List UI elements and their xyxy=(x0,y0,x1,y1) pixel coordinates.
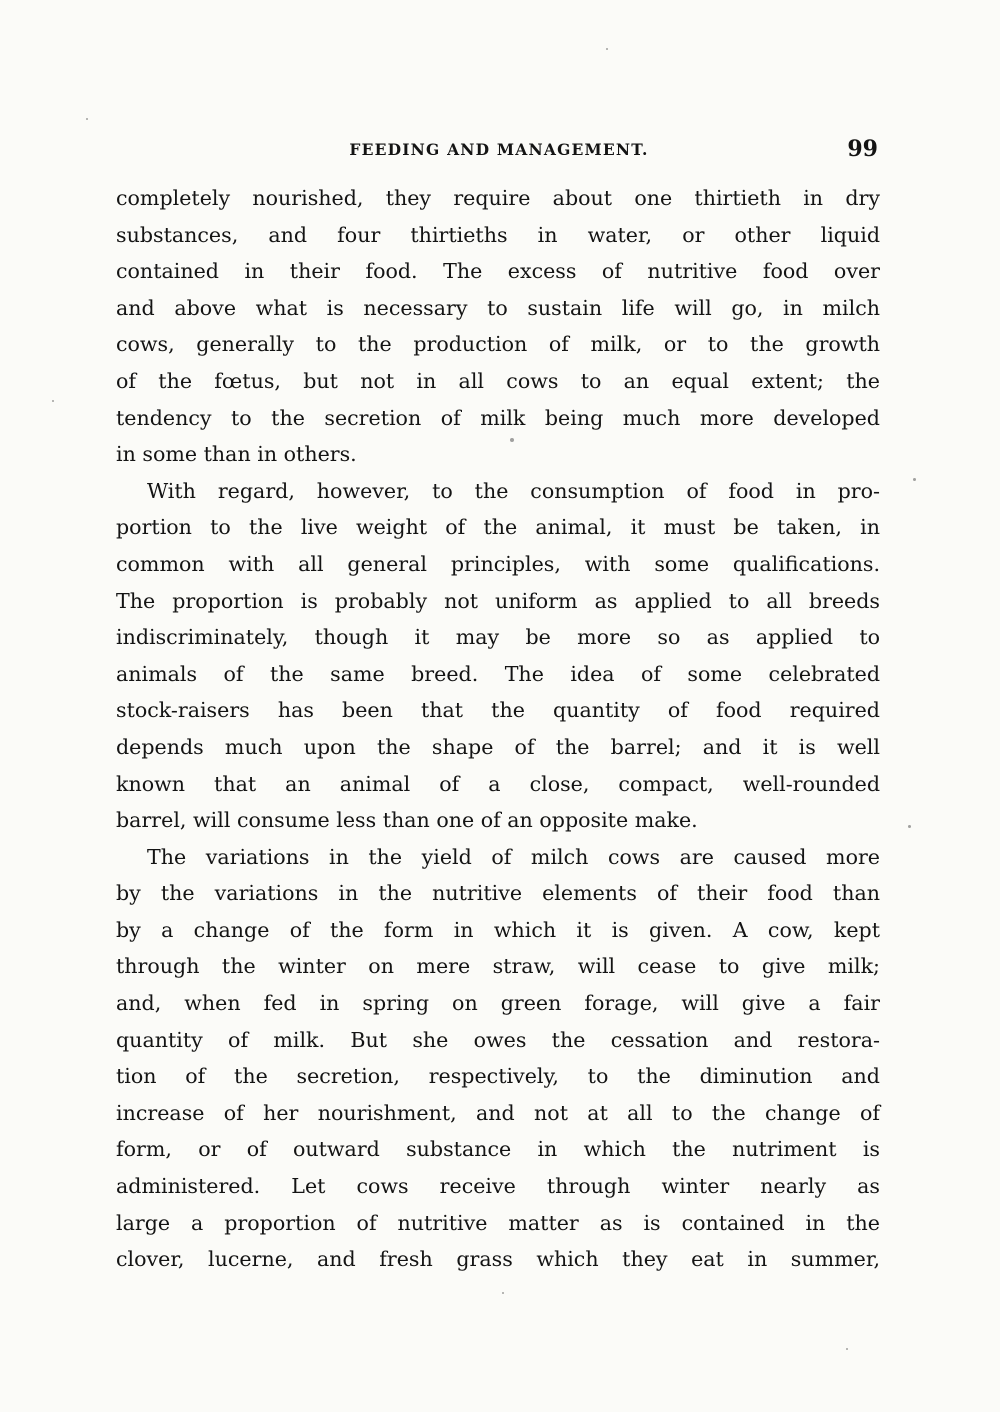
text-line: completely nourished, they require about one thirtieth in dry xyxy=(116,186,880,210)
scan-speck xyxy=(510,438,514,442)
scan-speck xyxy=(606,48,608,50)
text-line: tion of the secretion, respectively, to the diminution and xyxy=(116,1064,880,1089)
text-line: form, or of outward substance in which the nutriment is xyxy=(116,1137,880,1162)
scan-speck xyxy=(52,400,54,402)
text-line: and, when fed in spring on green forage, will give a fair xyxy=(116,991,880,1016)
paragraph-2 xyxy=(116,473,880,839)
text-line: quantity of milk. But she owes the cessation and restora- xyxy=(116,1027,880,1052)
text-line: The proportion is probably not uniform as applied to all breeds xyxy=(116,588,880,613)
text-line: barrel, will consume less than one of an opposite make. xyxy=(116,808,698,833)
text-line: animals of the same breed. The idea of some celebrated xyxy=(116,661,880,686)
scan-speck xyxy=(908,825,911,828)
text-line: cows, generally to the production of milk, or to the growth xyxy=(116,332,880,357)
text-line: With regard, however, to the consumption of food in pro- xyxy=(147,478,880,503)
scan-speck xyxy=(913,478,916,481)
running-title: FEEDING AND MANAGEMENT. xyxy=(349,140,649,159)
paragraph-1 xyxy=(116,180,880,473)
text-line: depends much upon the shape of the barrel; and it is well xyxy=(116,734,880,759)
text-line: administered. Let cows receive through winter nearly as xyxy=(116,1174,880,1199)
text-line: increase of her nourishment, and not at all to the change of xyxy=(116,1100,880,1125)
text-line: The variations in the yield of milch cows are caused more xyxy=(147,844,880,869)
text-line: common with all general principles, with some qualifications. xyxy=(116,551,880,576)
text-line: known that an animal of a close, compact, well-rounded xyxy=(116,771,880,796)
text-line: and above what is necessary to sustain life will go, in milch xyxy=(116,295,880,320)
scan-speck xyxy=(502,1292,504,1294)
scan-speck xyxy=(846,1348,848,1350)
text-line: tendency to the secretion of milk being much more developed xyxy=(116,405,880,430)
text-line: indiscriminately, though it may be more so as applied to xyxy=(116,625,880,650)
text-line: in some than in others. xyxy=(116,442,357,467)
running-head xyxy=(118,136,880,166)
body-text xyxy=(116,180,880,1278)
page-number: 99 xyxy=(847,136,878,162)
text-line: portion to the live weight of the animal, it must be taken, in xyxy=(116,515,880,540)
paragraph-3 xyxy=(116,839,880,1278)
text-line: clover, lucerne, and fresh grass which they eat in summer, xyxy=(116,1247,880,1272)
text-line: stock-raisers has been that the quantity of food required xyxy=(116,698,880,723)
text-line: through the winter on mere straw, will cease to give milk; xyxy=(116,954,880,979)
text-line: of the fœtus, but not in all cows to an equal extent; the xyxy=(116,368,880,393)
scan-speck xyxy=(86,118,88,120)
text-line: large a proportion of nutritive matter as is contained in the xyxy=(116,1210,880,1235)
text-line: by a change of the form in which it is given. A cow, kept xyxy=(116,917,880,942)
text-line: substances, and four thirtieths in water, or other liquid xyxy=(116,222,880,247)
text-line: by the variations in the nutritive elements of their food than xyxy=(116,881,880,906)
text-line: contained in their food. The excess of nutritive food over xyxy=(116,259,880,284)
